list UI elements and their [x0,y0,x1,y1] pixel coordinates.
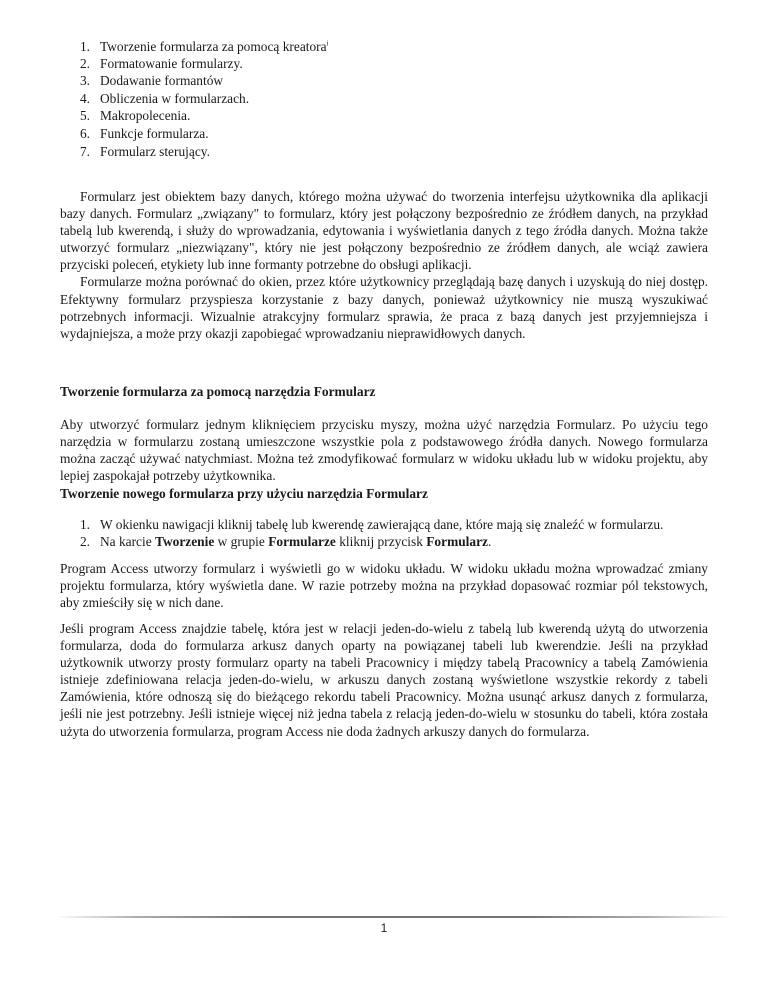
intro-paragraph: Formularze można porównać do okien, przez które użytkownicy przeglądają bazę danych i uzyskują do niej dostęp. Efektywny formularz przyspiesza korzystanie z bazy danych, ponieważ użytkownicy nie muszą wyszukiwać potrzebnych informacji. Wizualnie atrakcyjny formularz sprawia, że praca z bazą danych jest przyjemniejsza i wydajniejsza, a może przy okazji zapobiegać wprowadzaniu nieprawidłowych danych. [60,274,708,341]
topic-number: 6. [79,125,90,141]
topic-number: 3. [79,73,90,89]
topic-item [60,38,660,55]
step-text: Na karcie Tworzenie w grupie Formularze kliknij przycisk Formularz. [100,534,492,549]
topics-list [60,38,660,160]
topic-text: Funkcje formularza. [100,125,209,141]
steps-list [60,516,708,550]
step-item [60,533,708,550]
topic-item [60,90,660,107]
topic-number: 2. [79,56,90,72]
topic-item [60,72,660,89]
section-paragraph: Aby utworzyć formularz jednym kliknięciem przycisku myszy, można użyć narzędzia Formularz. Po użyciu tego narzędzia w formularzu zostaną umieszczone wszystkie pola z podstawowego źródła danych. Nowego formularza można zacząć używać natychmiast. Można też zmodyfikować formularz w widoku układu lub w widoku projektu, aby lepiej zaspokajał potrzeby użytkownika. [60,417,708,484]
topic-number: 4. [79,90,90,106]
result-section [60,560,708,611]
step-text: W okienku nawigacji kliknij tabelę lub kwerendę zawierającą dane, które mają się znaleźć w formularzu. [100,517,664,532]
step-item [60,516,708,533]
topic-text: Formatowanie formularzy. [100,56,243,72]
topic-item [60,55,660,72]
topic-text: Obliczenia w formularzach. [100,90,250,106]
section-body [60,416,708,484]
topic-text: Tworzenie formularza za pomocą kreatora$^i$ [100,39,329,54]
subform-section [60,620,708,740]
intro-paragraph: Formularz jest obiektem bazy danych, którego można używać do tworzenia interfejsu użytkownika dla aplikacji bazy danych. Formularz „związany" to formularz, który jest połączony bezpośrednio ze źródłem danych, na przykład tabelą lub kwerendą, i służy do wprowadzania, edytowania i wyświetlania danych z tego źródła danych. Można także utworzyć formularz „niezwiązany", który nie jest połączony bezpośrednio ze źródłem danych, ale wciąż zawiera przyciski poleceń, etykiety lub inne formanty potrzebne do obsługi aplikacji. [60,189,708,273]
topic-number: 1. [79,39,90,54]
topic-item [60,107,660,124]
topic-text: Dodawanie formantów [100,73,224,89]
topic-number: 7. [79,143,90,159]
result-paragraph: Program Access utworzy formularz i wyświetli go w widoku układu. W widoku układu można wprowadzać zmiany projektu formularza, który wyświetla dane. W razie potrzeby można na przykład dopasować rozmiar pól tekstowych, aby zmieściły się w nich dane. [60,561,708,611]
topic-item [60,125,660,143]
topic-item [60,143,660,160]
step-number: 1. [79,517,90,532]
footnote-mark[interactable]: i [326,39,329,48]
tab-name: Tworzenie [155,534,215,549]
intro-section [60,188,708,342]
group-name: Formularze [268,534,336,549]
topic-number: 5. [79,107,90,123]
subform-paragraph: Jeśli program Access znajdzie tabelę, która jest w relacji jeden-do-wielu z tabelą lub kwerendą użytą do utworzenia formularza, doda do formularza arkusz danych oparty na powiązanej tabeli lub kwerendzie. Jeśli na przykład użytkownik utworzy prosty formularz oparty na tabeli Pracownicy i między tabelą Pracownicy a tabelą Zamówienia istnieje zdefiniowana relacja jeden-do-wielu, w arkuszu danych zostaną wyświetlone wszystkie rekordy z tabeli Zamówienia, które odnoszą się do bieżącego rekordu tabeli Pracownicy. Można usunąć arkusz danych z formularza, jeśli nie jest potrzebny. Jeśli istnieje więcej niż jedna tabela z relacją jeden-do-wielu w stosunku do tabeli, która została użyta do utworzenia formularza, program Access nie doda żadnych arkuszy danych do formularza. [60,621,708,739]
topic-text: Formularz sterujący. [100,143,210,159]
page-number: 1 [380,921,388,935]
subsection-heading: Tworzenie nowego formularza przy użyciu narzędzia Formularz [60,486,428,501]
footer-divider [55,916,730,918]
button-name: Formularz [426,534,488,549]
topic-text: Makropolecenia. [100,107,191,123]
step-number: 2. [79,534,90,549]
section-heading: Tworzenie formularza za pomocą narzędzia Formularz [60,384,376,399]
